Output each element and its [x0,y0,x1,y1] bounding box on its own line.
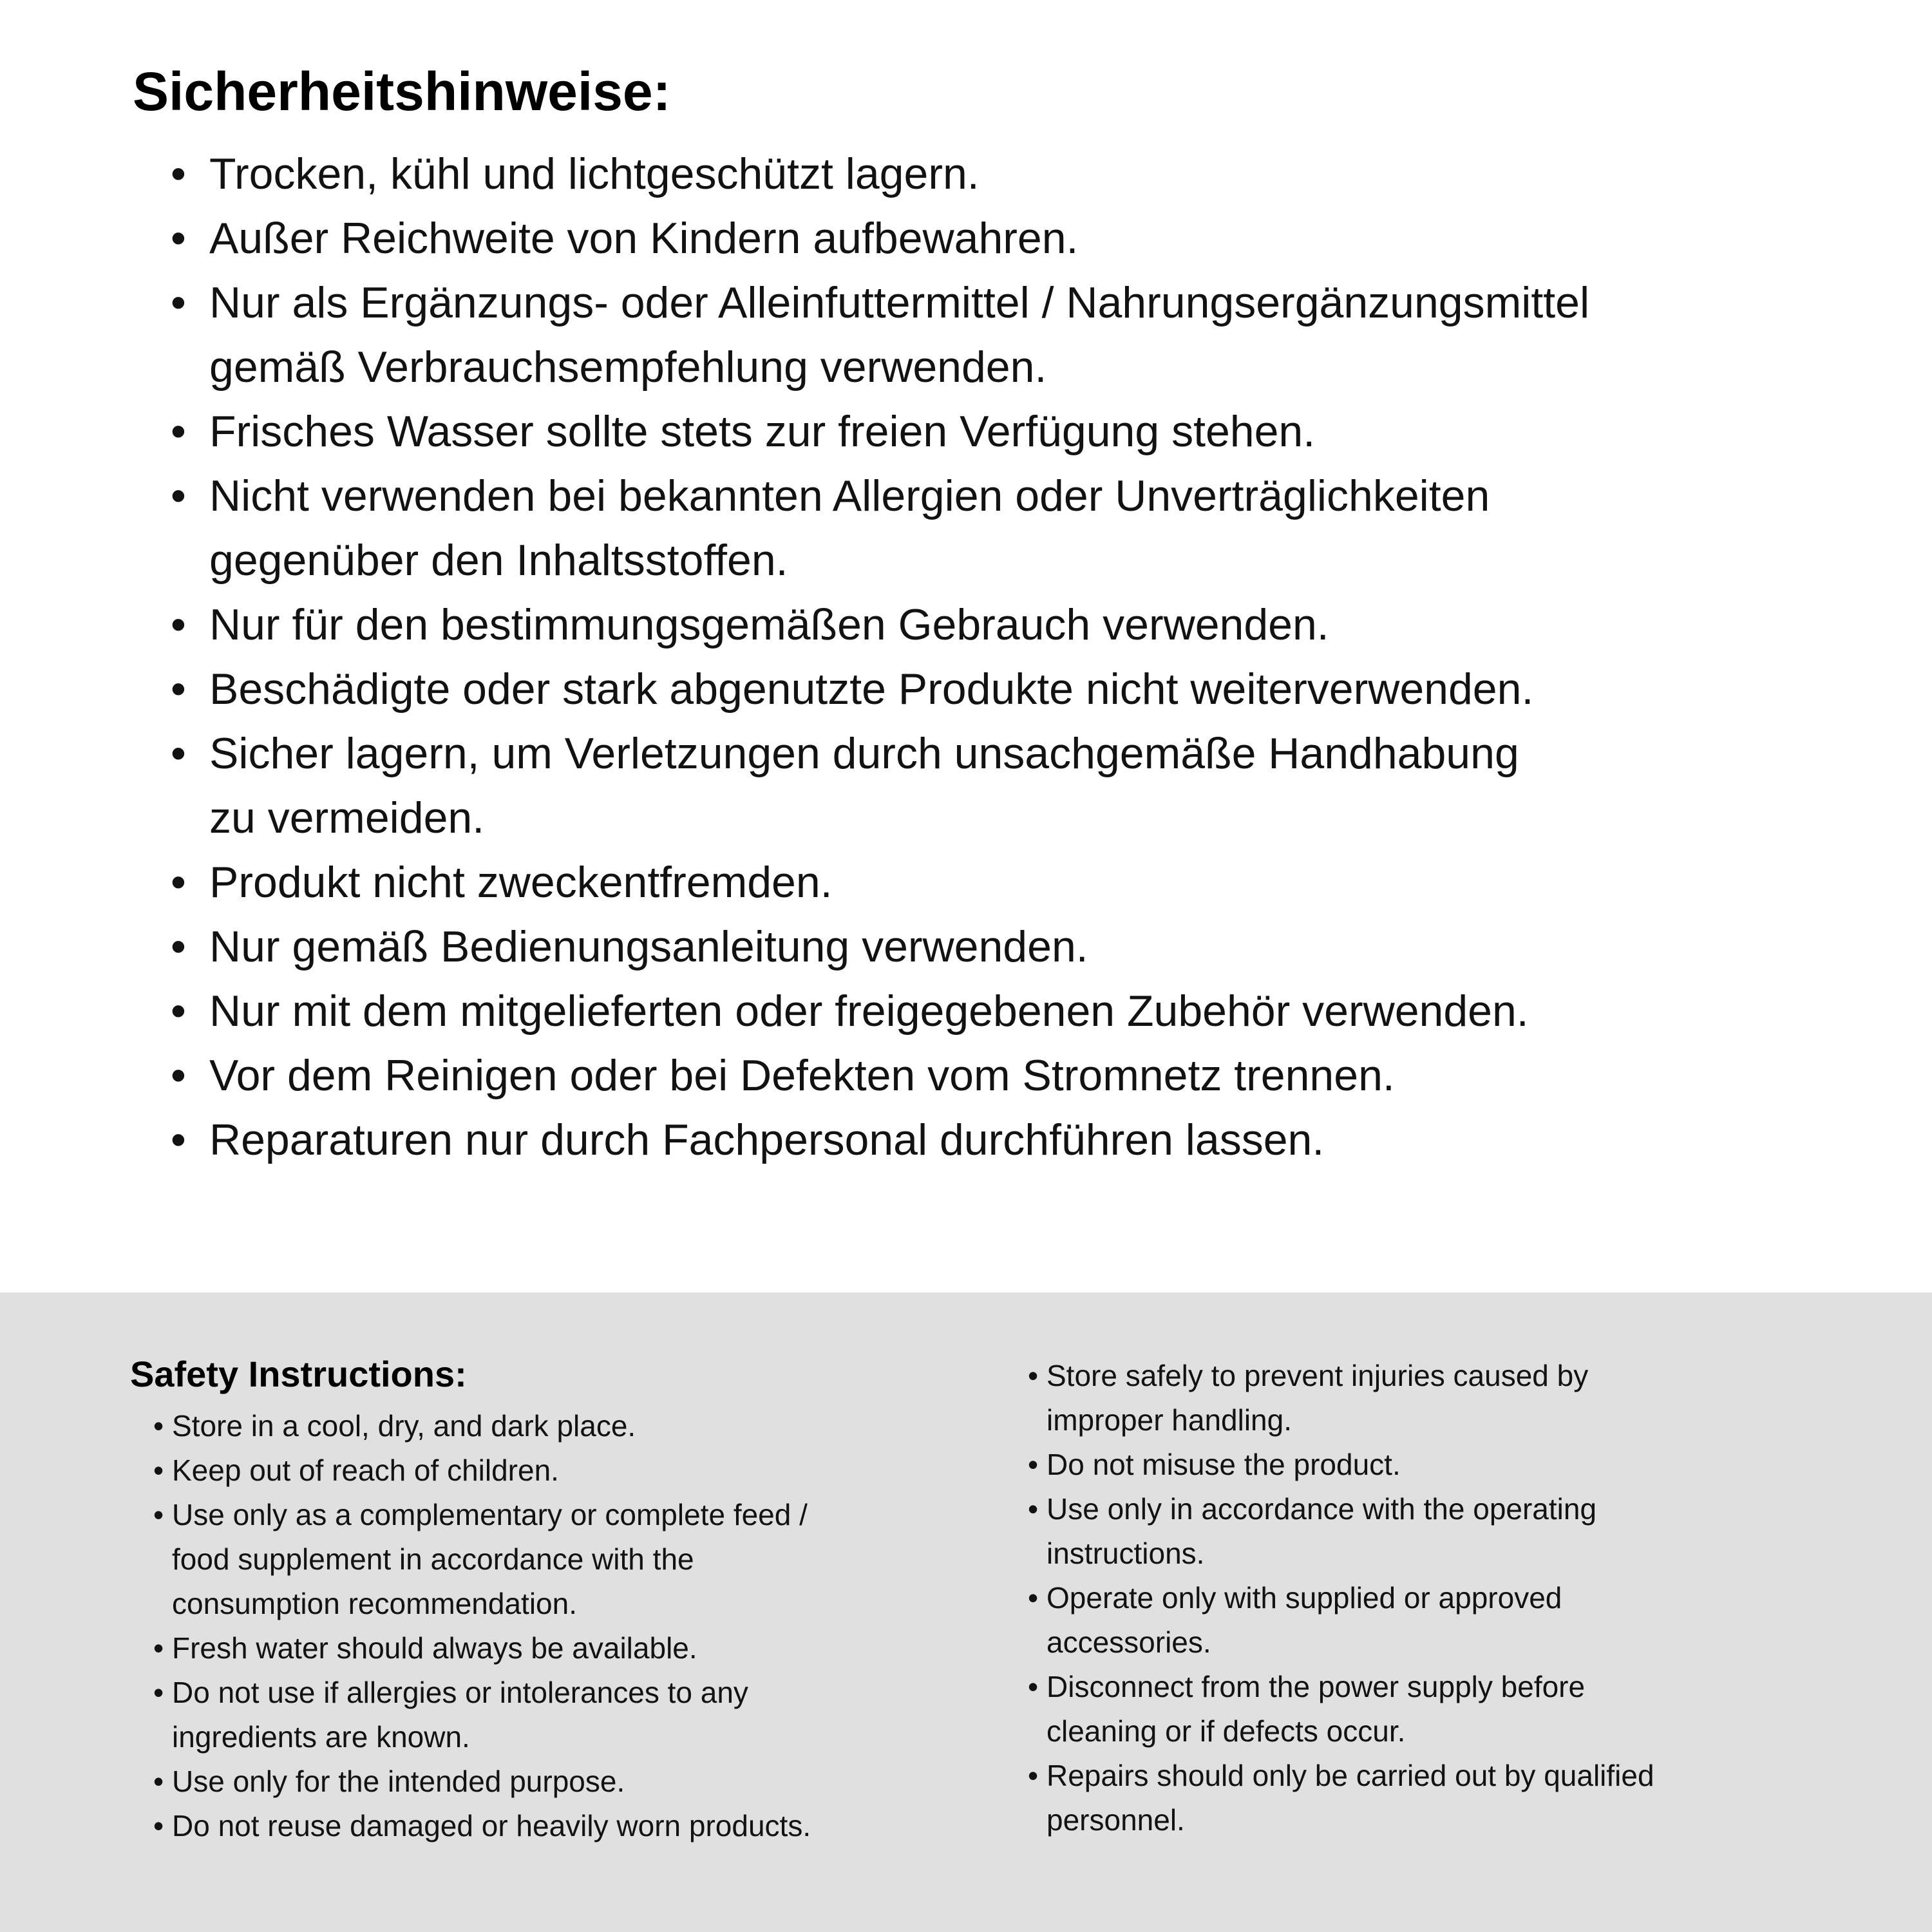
bullet-dot: • [171,858,186,907]
german-list-line-text: Beschädigte oder stark abgenutzte Produkte nicht weiterverwenden. [209,665,1534,714]
german-list-line-text: Nur als Ergänzungs- oder Alleinfuttermittel / Nahrungsergänzungsmittel [209,278,1590,327]
german-list-line [171,270,1589,335]
german-list-line [171,464,1589,528]
german-list-line [171,657,1589,721]
german-list-line-text: Produkt nicht zweckentfremden. [209,858,833,907]
bullet-dot: • [1028,1359,1039,1392]
german-list-line [171,399,1589,464]
bullet-dot: • [171,214,186,263]
english-list-line [1028,1709,1654,1754]
english-list-line-text: instructions. [1046,1537,1205,1570]
english-list-line-text: improper handling. [1046,1403,1293,1437]
bullet-dot: • [171,922,186,971]
english-list-line-text: ingredients are known. [172,1720,470,1754]
german-list-line-text: Nicht verwenden bei bekannten Allergien oder Unverträglichkeiten [209,471,1490,520]
german-list-line-text: Nur gemäß Bedienungsanleitung verwenden. [209,922,1088,971]
english-list-line [153,1804,811,1848]
english-list-line [1028,1798,1654,1842]
german-list-line [171,1108,1589,1172]
german-list-line [171,914,1589,979]
german-list-line [171,721,1589,786]
german-list-line [171,206,1589,270]
german-list-line-text: gemäß Verbrauchsempfehlung verwenden. [209,343,1047,392]
bullet-dot: • [171,600,186,649]
german-list-line-text: Nur für den bestimmungsgemäßen Gebrauch verwenden. [209,600,1329,649]
german-list-line [171,850,1589,914]
english-list-line-text: Disconnect from the power supply before [1046,1670,1586,1703]
english-list-line [1028,1398,1654,1443]
english-list-line [1028,1354,1654,1398]
english-list-line [1028,1531,1654,1576]
bullet-dot: • [1028,1492,1039,1526]
bullet-dot: • [171,987,186,1036]
english-list-line [153,1759,811,1804]
english-list-line [153,1671,811,1715]
english-list-line [153,1715,811,1759]
english-list-line [153,1448,811,1493]
german-list-line [171,335,1589,399]
english-list-line [153,1582,811,1626]
bullet-dot: • [171,665,186,714]
english-bullet-list-right-column [1028,1354,1654,1842]
english-list-line [1028,1620,1654,1665]
english-list-line-text: Do not reuse damaged or heavily worn products. [172,1809,811,1842]
german-list-line-text: gegenüber den Inhaltsstoffen. [209,536,788,585]
bullet-dot: • [1028,1759,1039,1792]
english-list-line-text: Use only for the intended purpose. [172,1765,625,1798]
german-list-line [171,592,1589,657]
bullet-dot: • [171,1115,186,1164]
bullet-dot: • [171,729,186,778]
english-list-line-text: Do not use if allergies or intolerances to any [172,1676,748,1709]
english-list-line [1028,1487,1654,1531]
bullet-dot: • [171,278,186,327]
english-list-line [1028,1754,1654,1798]
bullet-dot: • [171,407,186,456]
bullet-dot: • [153,1409,164,1443]
german-list-line [171,142,1589,206]
bullet-dot: • [1028,1448,1039,1481]
english-list-line-text: Repairs should only be carried out by qualified [1046,1759,1654,1792]
german-list-line-text: zu vermeiden. [209,793,485,842]
english-list-line-text: Store safely to prevent injuries caused by [1046,1359,1589,1392]
english-bullet-list-left-column [153,1404,811,1848]
english-list-line [153,1493,811,1537]
german-list-line-text: Vor dem Reinigen oder bei Defekten vom Stromnetz trennen. [209,1051,1395,1100]
english-list-line-text: Do not misuse the product. [1046,1448,1401,1481]
english-list-line-text: food supplement in accordance with the [172,1542,694,1576]
english-list-line-text: consumption recommendation. [172,1587,577,1620]
german-list-line-text: Reparaturen nur durch Fachpersonal durchführen lassen. [209,1115,1325,1164]
bullet-dot: • [171,149,186,198]
german-list-line [171,786,1589,850]
english-list-line-text: Fresh water should always be available. [172,1631,697,1665]
english-list-line-text: Keep out of reach of children. [172,1454,559,1487]
german-list-line-text: Trocken, kühl und lichtgeschützt lagern. [209,149,980,198]
german-list-line [171,1043,1589,1108]
german-list-line [171,528,1589,592]
english-list-line [153,1537,811,1582]
bullet-dot: • [153,1809,164,1842]
english-list-line-text: Use only as a complementary or complete feed / [172,1498,808,1531]
english-list-line [1028,1443,1654,1487]
english-list-line [1028,1665,1654,1709]
german-list-line [171,979,1589,1043]
english-list-line [153,1404,811,1448]
english-list-line [1028,1576,1654,1620]
bullet-dot: • [1028,1581,1039,1615]
english-list-line-text: Store in a cool, dry, and dark place. [172,1409,636,1443]
english-list-line-text: Operate only with supplied or approved [1046,1581,1562,1615]
bullet-dot: • [153,1765,164,1798]
english-list-line-text: cleaning or if defects occur. [1046,1714,1406,1748]
english-list-line-text: Use only in accordance with the operating [1046,1492,1597,1526]
german-section-title: Sicherheitshinweise: [133,61,671,122]
bullet-dot: • [153,1631,164,1665]
bullet-dot: • [153,1454,164,1487]
bullet-dot: • [153,1498,164,1531]
german-bullet-list [171,142,1589,1172]
german-list-line-text: Frisches Wasser sollte stets zur freien Verfügung stehen. [209,407,1316,456]
bullet-dot: • [171,1051,186,1100]
german-list-line-text: Außer Reichweite von Kindern aufbewahren. [209,214,1079,263]
english-section-title: Safety Instructions: [130,1354,467,1394]
bullet-dot: • [153,1676,164,1709]
german-list-line-text: Nur mit dem mitgelieferten oder freigegebenen Zubehör verwenden. [209,987,1529,1036]
english-list-line-text: accessories. [1046,1625,1211,1659]
bullet-dot: • [1028,1670,1039,1703]
bullet-dot: • [171,471,186,520]
english-list-line-text: personnel. [1046,1803,1185,1837]
english-list-line [153,1626,811,1671]
german-list-line-text: Sicher lagern, um Verletzungen durch unsachgemäße Handhabung [209,729,1519,778]
